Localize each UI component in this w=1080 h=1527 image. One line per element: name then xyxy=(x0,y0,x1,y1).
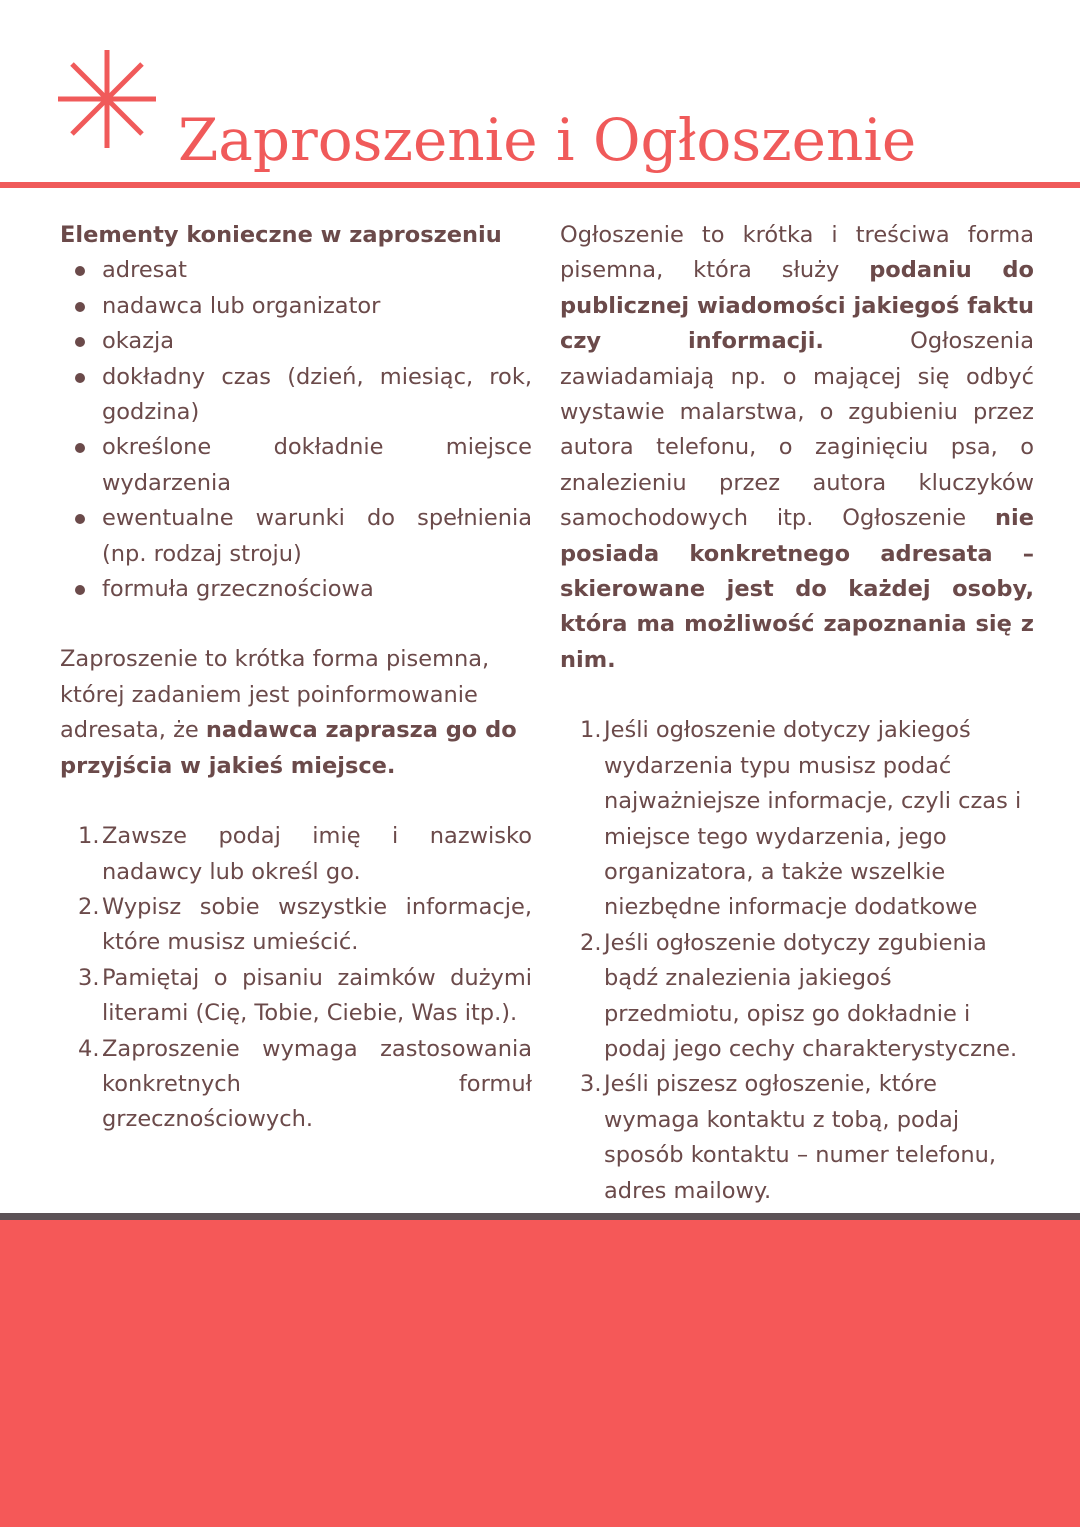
page-title: Zaproszenie i Ogłoszenie xyxy=(178,106,917,174)
announcement-steps-list xyxy=(560,713,1034,1209)
step-number: 2. xyxy=(580,929,602,956)
list-item xyxy=(60,890,532,961)
announcement-definition xyxy=(560,218,1034,678)
list-item: formuła grzecznościowa xyxy=(60,572,532,607)
step-number: 1. xyxy=(78,823,100,850)
step-text: Wypisz sobie wszystkie informacje, które musisz umieścić. xyxy=(102,893,532,956)
step-number: 2. xyxy=(78,893,100,920)
header-divider xyxy=(0,182,1080,188)
footer-divider xyxy=(0,1213,1080,1220)
invitation-elements-heading: Elementy konieczne w zaproszeniu xyxy=(60,222,502,248)
announcement-definition-emphasis: podaniu do publicznej wiadomości jakiegoś faktu czy informacji. xyxy=(560,257,1034,355)
invitation-column xyxy=(60,218,532,1138)
list-item: dokładny czas (dzień, miesiąc, rok, godzina) xyxy=(60,360,532,431)
step-text: Pamiętaj o pisaniu zaimków dużymi literami (Cię, Tobie, Ciebie, Was itp.). xyxy=(102,964,532,1027)
list-item: określone dokładnie miejsce wydarzenia xyxy=(60,430,532,501)
list-item: adresat xyxy=(60,253,532,288)
list-item xyxy=(60,819,532,890)
step-number: 1. xyxy=(580,717,602,744)
step-number: 4. xyxy=(78,1035,100,1062)
step-number: 3. xyxy=(580,1071,602,1098)
list-item xyxy=(560,1067,1034,1209)
list-item xyxy=(560,713,1034,925)
list-item xyxy=(60,1032,532,1138)
invitation-definition xyxy=(60,642,532,784)
step-text: Jeśli ogłoszenie dotyczy zgubienia bądź znalezienia jakiegoś przedmiotu, opisz go dokładnie i podaj jego cechy charakterystyczne. xyxy=(604,929,1018,1062)
invitation-elements-list xyxy=(60,253,532,607)
announcement-definition-text: Ogłoszenia zawiadamiają np. o mającej się odbyć wystawie malarstwa, o zgubieniu przez autora telefonu, o zaginięciu psa, o znalezieniu przez autora kluczyków samochodowych itp. Ogłoszenie xyxy=(560,328,1034,532)
list-item: ewentualne warunki do spełnienia (np. rodzaj stroju) xyxy=(60,501,532,572)
announcement-column xyxy=(560,218,1034,1209)
invitation-steps-list xyxy=(60,819,532,1138)
list-item xyxy=(60,961,532,1032)
invitation-definition-text: Zaproszenie to krótka forma pisemna, której zadaniem jest poinformowanie adresata, że xyxy=(60,646,490,744)
footer-band xyxy=(0,1220,1080,1527)
step-text: Zaproszenie wymaga zastosowania konkretnych formuł grzecznościowych. xyxy=(102,1035,532,1133)
asterisk-icon xyxy=(56,48,158,150)
announcement-definition-emphasis: nie posiada konkretnego adresata – skierowane jest do każdej osoby, która ma możliwość zapoznania się z nim. xyxy=(560,505,1034,673)
step-text: Jeśli ogłoszenie dotyczy jakiegoś wydarzenia typu musisz podać najważniejsze informacje, czyli czas i miejsce tego wydarzenia, jego organizatora, a także wszelkie niezbędne informacje dodatkowe xyxy=(604,717,1022,921)
list-item: okazja xyxy=(60,324,532,359)
list-item xyxy=(560,926,1034,1068)
step-text: Zawsze podaj imię i nazwisko nadawcy lub określ go. xyxy=(102,823,532,885)
list-item: nadawca lub organizator xyxy=(60,289,532,324)
announcement-definition-text: Ogłoszenie to krótka i treściwa forma pisemna, która służy xyxy=(560,222,1034,284)
invitation-definition-emphasis: nadawca zaprasza go do przyjścia w jakieś miejsce. xyxy=(60,717,517,779)
step-number: 3. xyxy=(78,964,100,991)
step-text: Jeśli piszesz ogłoszenie, które wymaga kontaktu z tobą, podaj sposób kontaktu – numer telefonu, adres mailowy. xyxy=(604,1071,997,1204)
